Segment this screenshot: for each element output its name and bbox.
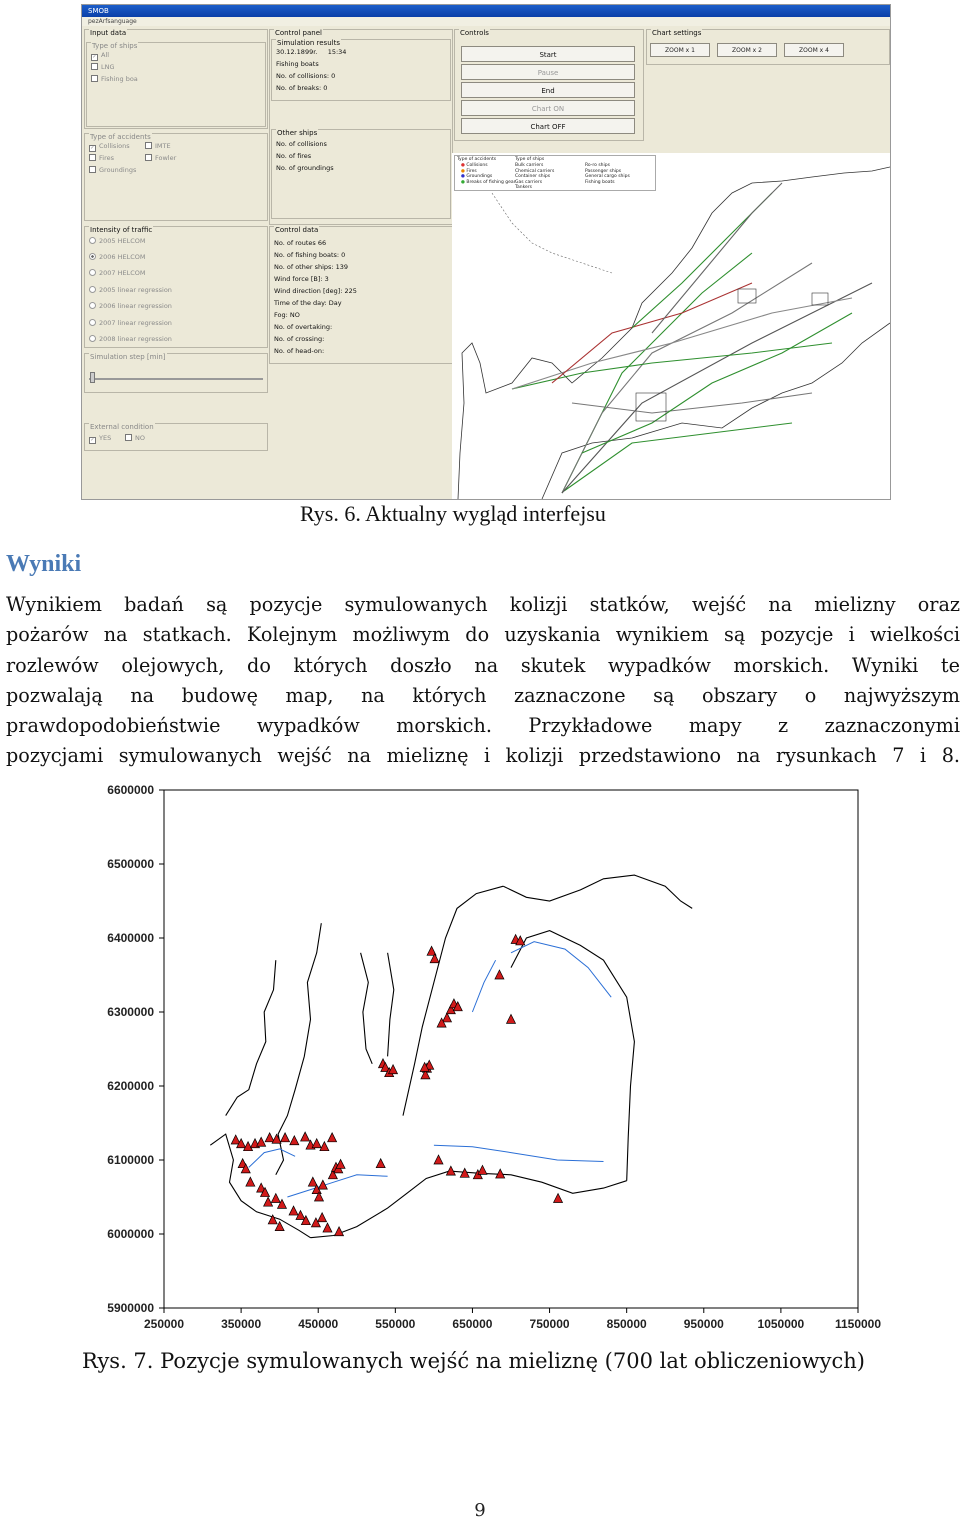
checkbox-icon[interactable] [91, 63, 98, 70]
x-tick-label: 550000 [375, 1317, 416, 1331]
legend-ships-2: Ro-ro ships Passenger ships General cargo ships Fishing boats [585, 163, 630, 185]
control-data-line: Fog: NO [274, 311, 300, 319]
sim-step-group [84, 353, 268, 393]
checkbox-checked-icon: ✓ [90, 145, 95, 151]
radio-icon [89, 335, 96, 342]
control-data-group [269, 226, 453, 364]
checkbox-icon [145, 142, 152, 149]
external-no[interactable]: NO [125, 434, 145, 442]
x-axis-ticks [144, 1308, 881, 1331]
app-screenshot [81, 4, 891, 500]
chart-off-button[interactable]: Chart OFF [461, 118, 635, 134]
coastline-south [542, 323, 890, 499]
os-collisions: No. of collisions [276, 140, 327, 148]
radio-selected-icon [89, 253, 96, 260]
intensity-option[interactable]: 2008 linear regression [89, 335, 172, 343]
external-yes[interactable]: ✓ YES [90, 434, 112, 443]
legend-ships-title: Type of ships [515, 157, 545, 162]
checkbox-checked-icon[interactable]: ✓ [92, 54, 97, 60]
intensity-option[interactable]: 2006 linear regression [89, 302, 172, 310]
legend-ships-1: Bulk carriers Chemical carriers Container ships Gas carriers Tankers [515, 163, 555, 190]
end-button[interactable]: End [461, 82, 635, 98]
zoom-x4-button[interactable]: ZOOM x 4 [784, 43, 844, 57]
chart-settings-title: Chart settings [652, 29, 702, 37]
paragraph-line: pożarów na statkach. Kolejnym możliwym do uzyskania wynikiem są pozycje i wielkości [6, 623, 960, 647]
other-ships-group [271, 129, 451, 219]
shipping-routes [512, 183, 872, 493]
control-panel-title: Control panel [275, 29, 322, 37]
figure6-caption: Rys. 6. Aktualny wygląd interfejsu [300, 501, 606, 526]
y-axis-ticks [107, 783, 164, 1315]
sim-step-slider[interactable] [89, 378, 263, 380]
radio-icon [89, 319, 96, 326]
legend-accidents: ● Collisions ● Fires ● Groundings ● Breaks of fishing gear [461, 163, 516, 185]
sim-step-title: Simulation step [min] [90, 353, 166, 361]
type-of-ships-group [86, 42, 266, 127]
x-tick-label: 1050000 [757, 1317, 805, 1331]
os-fires: No. of fires [276, 152, 312, 160]
x-tick-label: 650000 [452, 1317, 493, 1331]
control-data-line: No. of crossing: [274, 335, 325, 343]
input-data-title: Input data [90, 29, 127, 37]
route-map-svg [452, 153, 890, 499]
radio-icon [89, 237, 96, 244]
controls-group [454, 29, 644, 141]
external-condition-title: External condition [90, 423, 154, 431]
type-of-ships-title: Type of ships [92, 42, 138, 50]
fishing-boats-label: Fishing boats [276, 60, 319, 68]
accident-imte[interactable]: IMTE [145, 142, 171, 150]
start-button[interactable]: Start [461, 46, 635, 62]
grounding-map-chart [90, 780, 900, 1340]
controls-title: Controls [460, 29, 489, 37]
section-paragraph [6, 590, 960, 772]
control-data-title: Control data [275, 226, 319, 234]
checkbox-icon[interactable] [91, 75, 98, 82]
control-data-line: No. of fishing boats: 0 [274, 251, 346, 259]
x-tick-label: 1150000 [834, 1317, 882, 1331]
map-legend [454, 155, 656, 191]
ship-type-all[interactable]: ✓ All [92, 51, 110, 60]
checkbox-icon [145, 154, 152, 161]
window-title: SMOB [88, 7, 109, 15]
paragraph-line: rozlewów olejowych, do których doszło na skutek wypadków morskich. Wyniki te [6, 653, 960, 677]
route-map[interactable] [452, 153, 890, 499]
window-titlebar [82, 5, 890, 17]
type-of-accidents-title: Type of accidents [90, 133, 151, 141]
x-tick-label: 750000 [529, 1317, 570, 1331]
ship-type-fishing[interactable]: Fishing boa [91, 75, 138, 83]
fb-collisions: No. of collisions: 0 [276, 72, 336, 80]
control-data-line: Time of the day: Day [274, 299, 342, 307]
other-ships-title: Other ships [277, 129, 318, 137]
y-tick-label: 6100000 [107, 1153, 154, 1167]
x-tick-label: 450000 [298, 1317, 339, 1331]
control-data-line: No. of head-on: [274, 347, 325, 355]
accident-fires[interactable]: Fires [89, 154, 114, 162]
external-condition-group [84, 423, 268, 451]
checkbox-checked-icon: ✓ [90, 437, 95, 443]
paragraph-line: pozwalają na budowę map, na których zaznaczone są obszary o najwyższym [6, 683, 960, 707]
y-tick-label: 6500000 [107, 857, 154, 871]
section-heading: Wyniki [6, 551, 82, 577]
chart-on-button[interactable]: Chart ON [461, 100, 635, 116]
sim-date: 30.12.1899r. 15:34 [276, 48, 347, 56]
intensity-option[interactable]: 2007 linear regression [89, 319, 172, 327]
zoom-x1-button[interactable]: ZOOM x 1 [650, 43, 710, 57]
page-number: 9 [474, 1500, 486, 1521]
menu-bar[interactable] [82, 17, 890, 26]
map-box [738, 289, 756, 303]
figure7-caption: Rys. 7. Pozycje symulowanych wejść na mieliznę (700 lat obliczeniowych) [82, 1349, 865, 1373]
os-groundings: No. of groundings [276, 164, 334, 172]
sim-results-title: Simulation results [277, 39, 340, 47]
x-tick-label: 350000 [221, 1317, 262, 1331]
x-tick-label: 950000 [683, 1317, 724, 1331]
y-tick-label: 6400000 [107, 931, 154, 945]
radio-icon [89, 286, 96, 293]
legend-accidents-title: Type of accidents [457, 157, 497, 162]
coastline-north [458, 167, 890, 499]
accident-collisions[interactable]: ✓ Collisions [90, 142, 130, 151]
y-tick-label: 6200000 [107, 1079, 154, 1093]
ship-type-lng[interactable]: LNG [91, 63, 115, 71]
intensity-option[interactable]: 2005 HELCOM [89, 237, 146, 245]
intensity-group [84, 226, 268, 348]
y-tick-label: 6600000 [107, 783, 154, 797]
radio-icon [89, 269, 96, 276]
paragraph-line: Wynikiem badań są pozycje symulowanych kolizji statków, wejść na mielizny oraz [6, 593, 960, 616]
slider-handle[interactable] [90, 372, 95, 383]
accident-fowler[interactable]: Fowler [145, 154, 176, 162]
control-data-line: Wind direction [deg]: 225 [274, 287, 357, 295]
control-data-line: No. of other ships: 139 [274, 263, 349, 271]
checkbox-icon [125, 434, 132, 441]
isobath-line [492, 193, 612, 273]
x-tick-label: 250000 [143, 1317, 185, 1331]
intensity-option[interactable]: 2005 linear regression [89, 286, 172, 294]
paragraph-line: prawdopodobieństwie wypadków morskich. Przykładowe mapy z zaznaczonymi [6, 714, 960, 738]
checkbox-icon [89, 154, 96, 161]
menu-label[interactable]: pezArfsanguage [88, 18, 137, 25]
y-tick-label: 5900000 [107, 1301, 154, 1315]
pause-button[interactable]: Pause [461, 64, 635, 80]
control-data-line: Wind force [B]: 3 [274, 275, 329, 283]
checkbox-icon [89, 166, 96, 173]
y-tick-label: 6000000 [107, 1227, 154, 1241]
control-data-line: No. of overtaking: [274, 323, 333, 331]
control-data-line: No. of routes 66 [274, 239, 327, 247]
y-tick-label: 6300000 [107, 1005, 154, 1019]
zoom-x2-button[interactable]: ZOOM x 2 [717, 43, 777, 57]
fb-breaks: No. of breaks: 0 [276, 84, 328, 92]
type-of-accidents-group [84, 133, 268, 221]
plot-frame [164, 790, 858, 1308]
x-tick-label: 850000 [606, 1317, 647, 1331]
paragraph-line: pozycjami symulowanych wejść na mieliznę i kolizji przedstawiono na rysunkach 7 i 8. [6, 744, 960, 768]
intensity-option[interactable]: 2007 HELCOM [89, 269, 146, 277]
accident-groundings[interactable]: Groundings [89, 166, 136, 174]
intensity-title: Intensity of traffic [90, 226, 153, 234]
radio-icon [89, 302, 96, 309]
intensity-option[interactable]: 2006 HELCOM [89, 253, 146, 261]
simulation-results-group [271, 39, 451, 101]
